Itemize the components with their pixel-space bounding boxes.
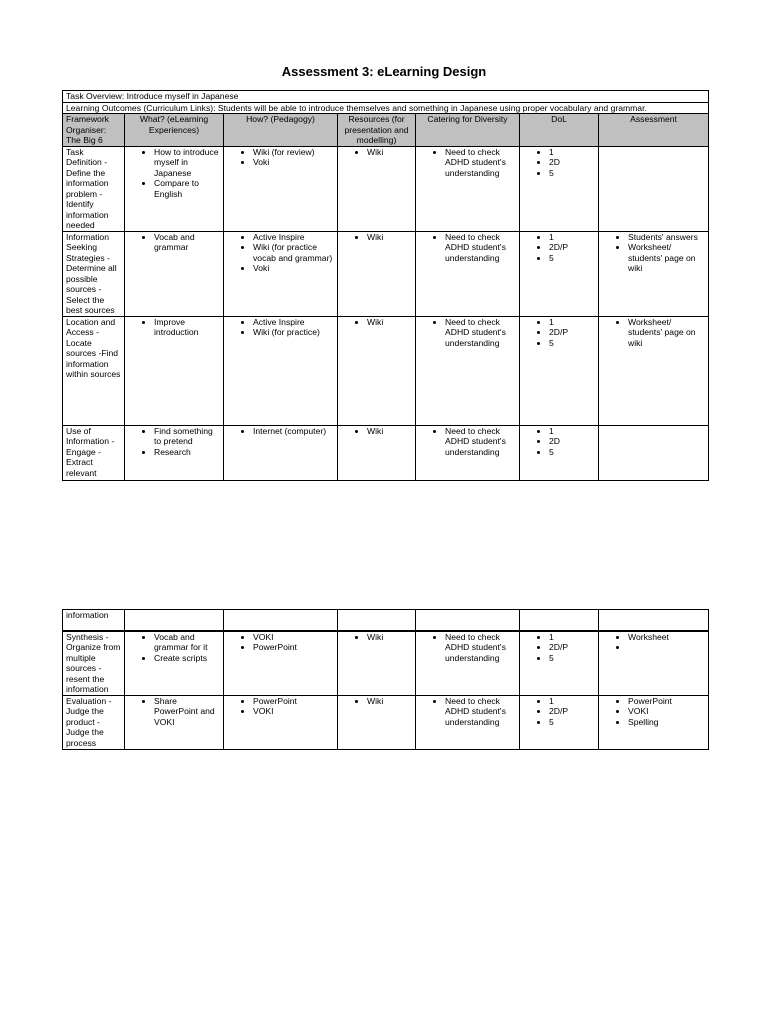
list-item: • 5 (549, 653, 595, 664)
list-item: • 1 (549, 696, 595, 707)
bullet-list (128, 632, 220, 664)
cell-framework: Task Definition -Define the information problem -Identify information needed (63, 146, 125, 231)
bullet-list (419, 426, 516, 458)
cell-assessment (599, 631, 709, 696)
cell-what (125, 695, 224, 749)
cell-assessment (599, 425, 709, 480)
bullet-list (341, 696, 412, 707)
list-item: • Internet (computer) (253, 426, 334, 437)
cell-how (224, 695, 338, 749)
header-what: What? (eLearning Experiences) (125, 114, 224, 147)
list-item: • Voki (253, 157, 334, 168)
bullet-list (341, 426, 412, 437)
cell-how (224, 231, 338, 316)
list-item: • 2D (549, 436, 595, 447)
list-item: • Need to check ADHD student's understanding (445, 317, 516, 349)
cell-dol (520, 631, 599, 696)
header-framework: Framework Organiser: The Big 6 (63, 114, 125, 147)
list-item: • Need to check ADHD student's understanding (445, 632, 516, 664)
bullet-list (523, 696, 595, 728)
bullet-list (523, 426, 595, 458)
bullet-list (523, 147, 595, 179)
bullet-list (602, 232, 705, 274)
bullet-list (128, 232, 220, 253)
list-item: • Spelling (628, 717, 705, 728)
table-row (63, 146, 709, 231)
cell-resources (338, 631, 416, 696)
cell-assessment (599, 695, 709, 749)
cell-dol (520, 695, 599, 749)
list-item: • Wiki (367, 632, 412, 643)
list-item: • 2D/P (549, 327, 595, 338)
table-row (63, 231, 709, 316)
header-dol: DoL (520, 114, 599, 147)
bullet-list (523, 232, 595, 264)
list-item: • 2D (549, 157, 595, 168)
list-item: • Research (154, 447, 220, 458)
list-item: • Find something to pretend (154, 426, 220, 447)
cell-resources (338, 425, 416, 480)
list-item: • 2D/P (549, 242, 595, 253)
task-overview: Task Overview: Introduce myself in Japanese (63, 91, 709, 103)
continuation-cell: information (63, 610, 125, 631)
cell-resources (338, 146, 416, 231)
cell-diversity (416, 231, 520, 316)
cell-framework: Location and Access -Locate sources -Find information within sources (63, 316, 125, 425)
list-item: • Active Inspire (253, 317, 334, 328)
list-item: • Wiki (367, 317, 412, 328)
bullet-list (523, 317, 595, 349)
list-item: • Wiki (367, 147, 412, 158)
list-item: • 5 (549, 338, 595, 349)
list-item: • Wiki (367, 696, 412, 707)
cell-framework: Evaluation -Judge the product -Judge the process (63, 695, 125, 749)
bullet-list (227, 426, 334, 437)
list-item: • 2D/P (549, 642, 595, 653)
table-row (63, 425, 709, 480)
list-item: • PowerPoint (253, 696, 334, 707)
list-item: • How to introduce myself in Japanese (154, 147, 220, 179)
list-item: • Need to check ADHD student's understanding (445, 147, 516, 179)
elearning-design-table-continued (62, 609, 709, 750)
cell-dol (520, 146, 599, 231)
list-item: • PowerPoint (628, 696, 705, 707)
cell-what (125, 631, 224, 696)
header-how: How? (Pedagogy) (224, 114, 338, 147)
list-item: • Worksheet/ students' page on wiki (628, 317, 705, 349)
cell-what (125, 231, 224, 316)
cell-assessment (599, 231, 709, 316)
bullet-list (602, 317, 705, 349)
bullet-list (227, 232, 334, 274)
cell-dol (520, 231, 599, 316)
bullet-list (128, 696, 220, 728)
cell-diversity (416, 425, 520, 480)
bullet-list (419, 317, 516, 349)
cell-what (125, 425, 224, 480)
bullet-list (128, 317, 220, 338)
list-item: • 1 (549, 147, 595, 158)
bullet-list (523, 632, 595, 664)
list-item: • Wiki (for review) (253, 147, 334, 158)
cell-what (125, 146, 224, 231)
list-item: • Need to check ADHD student's understanding (445, 232, 516, 264)
list-item: • 2D/P (549, 706, 595, 717)
list-item: • Compare to English (154, 178, 220, 199)
list-item: • Worksheet/ students' page on wiki (628, 242, 705, 274)
cell-how (224, 425, 338, 480)
cell-resources (338, 231, 416, 316)
document-title: Assessment 3: eLearning Design (281, 64, 487, 79)
list-item: • 1 (549, 317, 595, 328)
list-item: • Voki (253, 263, 334, 274)
list-item: • Share PowerPoint and VOKI (154, 696, 220, 728)
list-item: • Need to check ADHD student's understanding (445, 696, 516, 728)
continuation-row (63, 610, 709, 631)
list-item: • Wiki (for practice) (253, 327, 334, 338)
cell-dol (520, 425, 599, 480)
cell-diversity (416, 146, 520, 231)
list-item: • Vocab and grammar (154, 232, 220, 253)
list-item: • Students' answers (628, 232, 705, 243)
bullet-list (227, 317, 334, 338)
cell-framework: Synthesis -Organize from multiple sources -resent the information (63, 631, 125, 696)
table-body-page1 (63, 146, 709, 480)
bullet-list (341, 147, 412, 158)
list-item: • Wiki (for practice vocab and grammar) (253, 242, 334, 263)
list-item: • Improve introduction (154, 317, 220, 338)
bullet-list (419, 632, 516, 664)
cell-how (224, 631, 338, 696)
list-item: • 5 (549, 168, 595, 179)
bullet-list (419, 696, 516, 728)
list-item: • Worksheet (628, 632, 705, 643)
bullet-list (602, 632, 705, 653)
list-item: • VOKI (253, 632, 334, 643)
table-row (63, 695, 709, 749)
cell-framework: Use of Information -Engage -Extract relevant (63, 425, 125, 480)
list-item: • PowerPoint (253, 642, 334, 653)
list-item: • Need to check ADHD student's understanding (445, 426, 516, 458)
bullet-list (227, 147, 334, 168)
elearning-design-table (62, 90, 709, 481)
list-item: • VOKI (628, 706, 705, 717)
list-item: • Create scripts (154, 653, 220, 664)
bullet-list (341, 317, 412, 328)
bullet-list (419, 232, 516, 264)
table-body-page2 (63, 631, 709, 750)
list-item: • 1 (549, 232, 595, 243)
list-item: • 5 (549, 447, 595, 458)
bullet-list (227, 632, 334, 653)
list-item: • Wiki (367, 426, 412, 437)
cell-dol (520, 316, 599, 425)
cell-diversity (416, 695, 520, 749)
table-row (63, 316, 709, 425)
cell-what (125, 316, 224, 425)
bullet-list (602, 696, 705, 728)
cell-framework: Information Seeking Strategies -Determine all possible sources -Select the best sources (63, 231, 125, 316)
cell-resources (338, 695, 416, 749)
list-item: • Wiki (367, 232, 412, 243)
cell-diversity (416, 631, 520, 696)
cell-how (224, 146, 338, 231)
list-item: • Vocab and grammar for it (154, 632, 220, 653)
learning-outcomes: Learning Outcomes (Curriculum Links): Students will be able to introduce themselves and something in Japanese using proper vocabulary and grammar. (63, 102, 709, 114)
list-item: • 1 (549, 426, 595, 437)
list-item: • 5 (549, 717, 595, 728)
cell-diversity (416, 316, 520, 425)
bullet-list (128, 426, 220, 458)
cell-assessment (599, 316, 709, 425)
list-item: • VOKI (253, 706, 334, 717)
list-item: • 1 (549, 632, 595, 643)
header-row (63, 114, 709, 147)
header-diversity: Catering for Diversity (416, 114, 520, 147)
header-resources: Resources (for presentation and modelling) (338, 114, 416, 147)
bullet-list (341, 632, 412, 643)
cell-assessment (599, 146, 709, 231)
bullet-list (419, 147, 516, 179)
header-assessment: Assessment (599, 114, 709, 147)
list-item (628, 642, 705, 653)
bullet-list (128, 147, 220, 200)
cell-resources (338, 316, 416, 425)
bullet-list (227, 696, 334, 717)
list-item: • Active Inspire (253, 232, 334, 243)
cell-how (224, 316, 338, 425)
list-item: • 5 (549, 253, 595, 264)
table-row (63, 631, 709, 696)
bullet-list (341, 232, 412, 243)
